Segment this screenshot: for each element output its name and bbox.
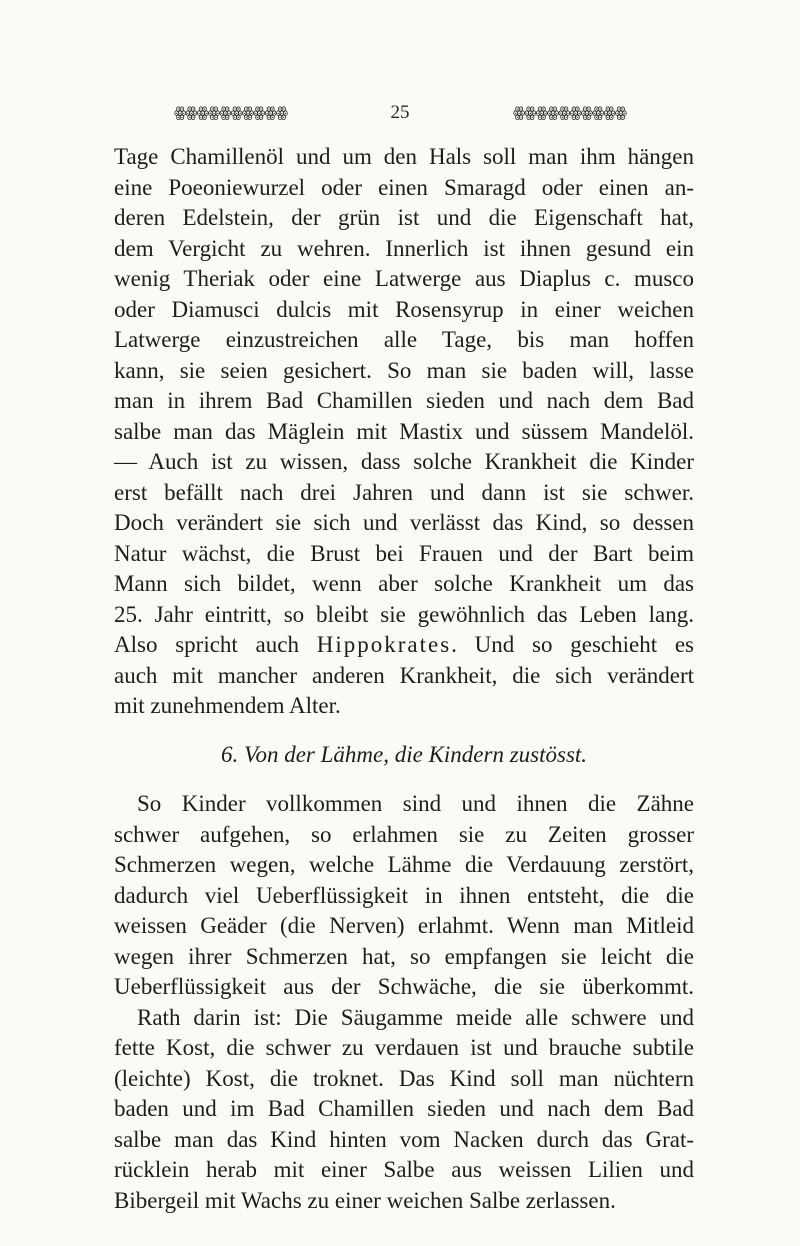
text-line (114, 630, 694, 661)
text-line: oder Diamusci dulcis mit Rosensyrup in einer weichen (114, 296, 694, 322)
page-number: 25 (390, 102, 410, 123)
text-line: Tage Chamillenöl und um den Hals soll man ihm hängen (114, 144, 694, 169)
text-line: salbe man das Mäglein mit Mastix und süssem Mandelöl. (114, 418, 694, 444)
text-line: Latwerge einzustreichen alle Tage, bis man hoffen (114, 327, 694, 352)
text-line: Schmerzen wegen, welche Lähme die Verdauung zerstört, (114, 852, 694, 877)
text-line: Ueberflüssigkeit aus der Schwäche, die sie überkommt. (114, 974, 694, 999)
text-line: (leichte) Kost, die troknet. Das Kind soll man nüchtern (114, 1065, 694, 1091)
text-line: baden und im Bad Chamillen sieden und nach dem Bad (114, 1096, 694, 1121)
text-line: fette Kost, die schwer zu verdauen ist und brauche subtile (114, 1035, 694, 1060)
text-line: deren Edelstein, der grün ist und die Eigenschaft hat, (114, 205, 694, 230)
ornament-left: ꙮꙮꙮꙮꙮꙮꙮꙮꙮꙮ (174, 105, 288, 121)
text-line: man in ihrem Bad Chamillen sieden und nach dem Bad (114, 388, 694, 413)
text-line: — Auch ist zu wissen, dass solche Krankheit die Kinder (114, 449, 694, 474)
paragraph-1 (114, 142, 694, 722)
text-line: salbe man das Kind hinten vom Nacken durch das Grat- (114, 1126, 694, 1152)
text-line: auch mit mancher anderen Krankheit, die sich verändert (114, 662, 694, 688)
text-line: Mann sich bildet, wenn aber solche Krankheit um das (114, 571, 694, 596)
text-line: mit zunehmendem Alter. (114, 693, 341, 718)
text-line: rücklein herab mit einer Salbe aus weissen Lilien und (114, 1157, 694, 1182)
text-line: Natur wächst, die Brust bei Frauen und der Bart beim (114, 540, 694, 566)
ornament-right: ꙮꙮꙮꙮꙮꙮꙮꙮꙮꙮ (512, 105, 626, 121)
paragraph-2 (114, 789, 694, 1216)
body-text (114, 142, 694, 1216)
text-line: kann, sie seien gesichert. So man sie baden will, lasse (114, 357, 694, 383)
text-line: erst befällt nach drei Jahren und dann ist sie schwer. (114, 479, 694, 505)
text-line: Rath darin ist: Die Säugamme meide alle schwere und (137, 1004, 694, 1030)
text-line: dem Vergicht zu wehren. Innerlich ist ihnen gesund ein (114, 235, 694, 261)
text-line: Doch verändert sie sich und verlässt das Kind, so dessen (114, 510, 694, 535)
text-line: weissen Geäder (die Nerven) erlahmt. Wenn man Mitleid (114, 913, 694, 938)
text-line: wegen ihrer Schmerzen hat, so empfangen sie leicht die (114, 943, 694, 969)
text-line: dadurch viel Ueberflüssigkeit in ihnen entsteht, die die (114, 882, 694, 908)
author-name: Hippokrates (316, 632, 452, 657)
text-line: schwer aufgehen, so erlahmen sie zu Zeiten grosser (114, 821, 694, 847)
text-line: 25. Jahr eintritt, so bleibt sie gewöhnlich das Leben lang. (114, 601, 694, 627)
running-header (174, 100, 626, 126)
text-line: eine Poeoniewurzel oder einen Smaragd oder einen an- (114, 174, 694, 200)
line-text: . Und so geschieht es (451, 632, 695, 657)
text-line: Bibergeil mit Wachs zu einer weichen Salbe zerlassen. (114, 1187, 616, 1213)
text-line: So Kinder vollkommen sind und ihnen die Zähne (137, 791, 694, 816)
text-line: wenig Theriak oder eine Latwerge aus Diaplus c. musco (114, 266, 694, 291)
section-heading: 6. Von der Lähme, die Kindern zustösst. (220, 741, 588, 767)
line-text: Also spricht auch (114, 632, 317, 657)
